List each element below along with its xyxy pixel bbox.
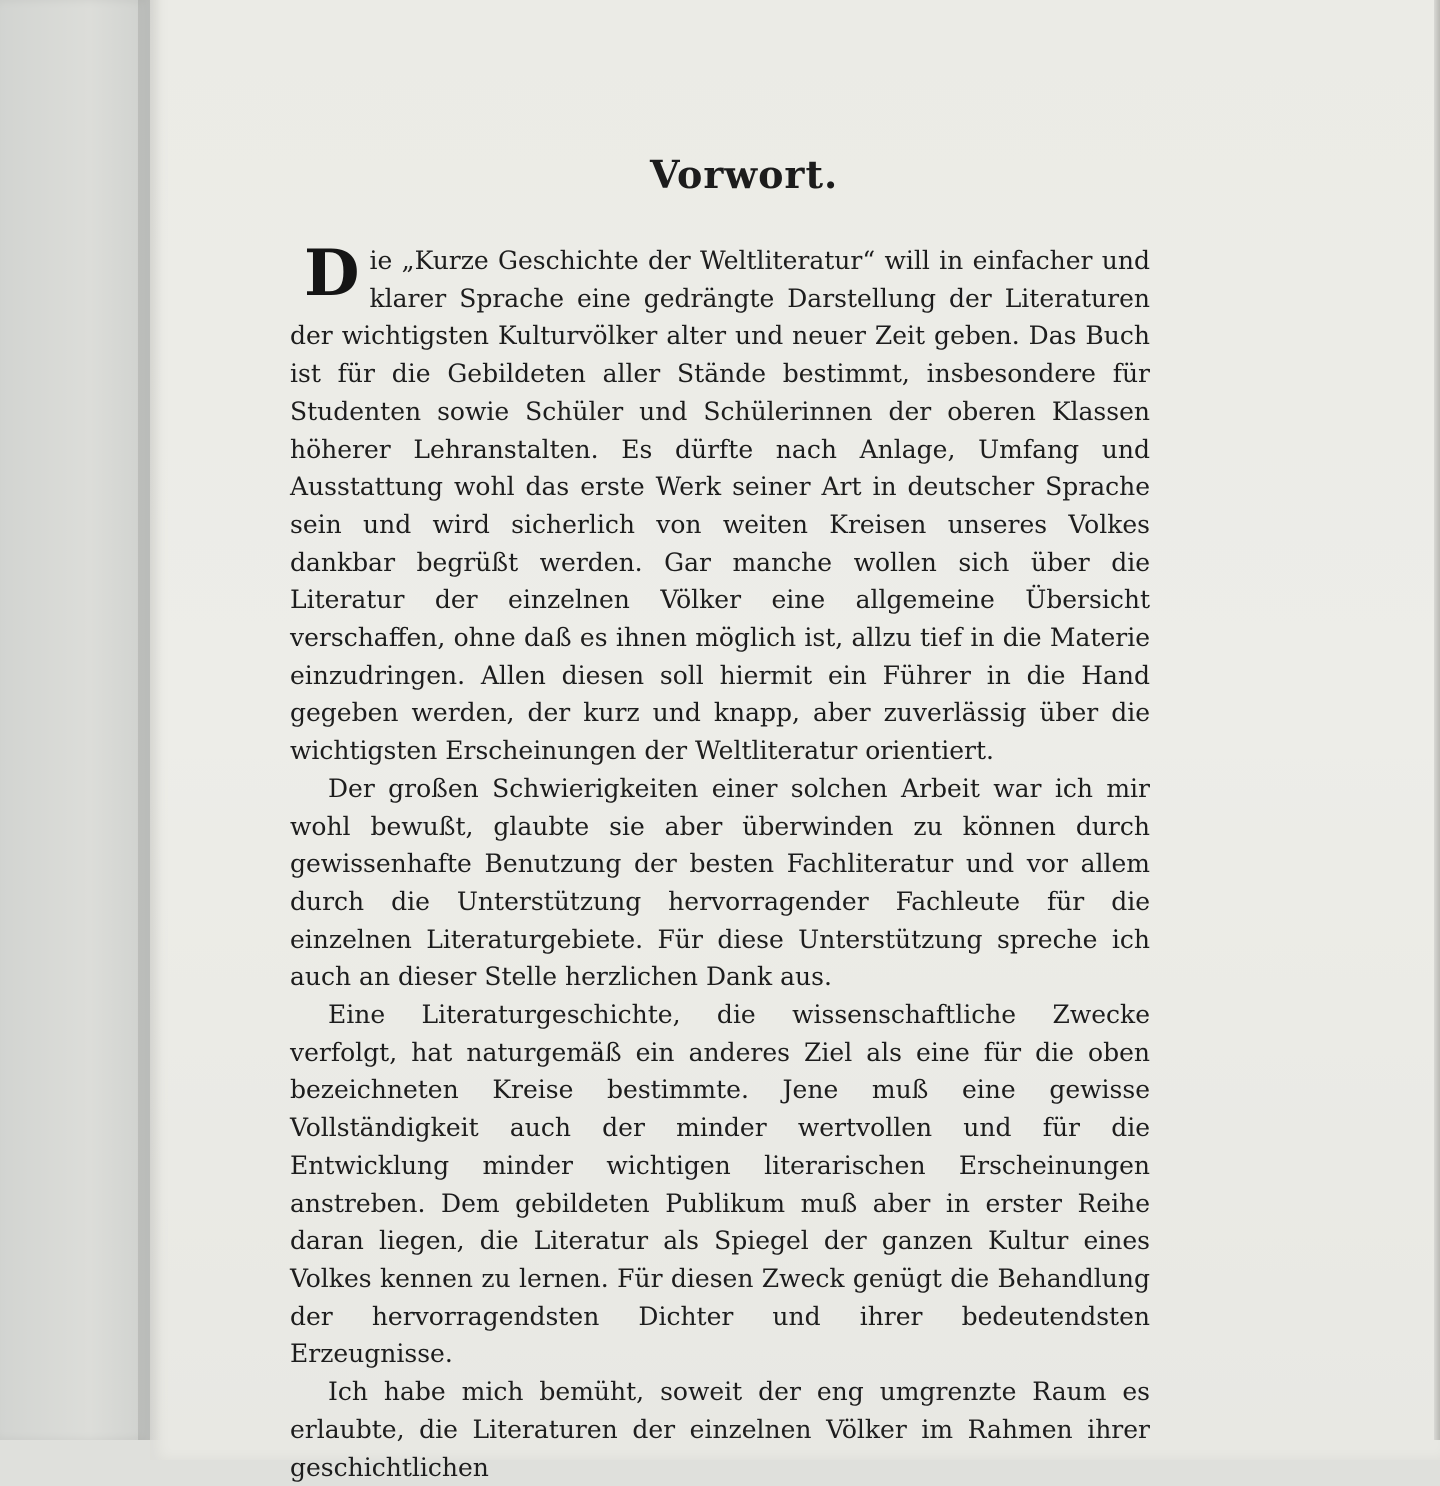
preface-body: [290, 236, 1150, 1486]
paragraph-4: Ich habe mich bemüht, soweit der eng umgrenzte Raum es erlaubte, die Literaturen der einzelnen Völker im Rahmen ihrer geschichtlichen: [290, 1377, 1150, 1482]
paragraph-3: Eine Literaturgeschichte, die wissenschaftliche Zwecke verfolgt, hat naturgemäß ein anderes Ziel als eine für die oben bezeichneten Kreise bestimmte. Jene muß eine gewisse Vollständigkeit auch der minder wertvollen und für die Entwicklung minder wichtigen literarischen Erscheinungen anstreben. Dem gebildeten Publikum muß aber in erster Reihe daran liegen, die Literatur als Spiegel der ganzen Kultur eines Volkes kennen zu lernen. Für diesen Zweck genügt die Behandlung der hervorragendsten Dichter und ihrer bedeutendsten Erzeugnisse.: [290, 1000, 1150, 1369]
paragraph-2: Der großen Schwierigkeiten einer solchen Arbeit war ich mir wohl bewußt, glaubte sie aber überwinden zu können durch gewissenhafte Benutzung der besten Fachliteratur und vor allem durch die Unterstützung hervorragender Fachleute für die einzelnen Literaturgebiete. Für diese Unterstützung spreche ich auch an dieser Stelle herzlichen Dank aus.: [290, 773, 1150, 992]
page-edge-right: [1434, 0, 1440, 1440]
paragraph-1: [290, 236, 1150, 770]
drop-cap: D: [304, 236, 360, 311]
facing-page-edge: [0, 0, 150, 1440]
spine-shadow: [138, 0, 162, 1440]
page-title: Vorwort.: [650, 152, 839, 197]
paragraph-1-text: ie „Kurze Geschichte der Weltliteratur“ will in einfacher und klarer Sprache eine gedrängte Darstellung der Literaturen der wichtigsten Kulturvölker alter und neuer Zeit geben. Das Buch ist für die Gebildeten aller Stände bestimmt, insbesondere für Studenten sowie Schüler und Schülerinnen der oberen Klassen höherer Lehranstalten. Es dürfte nach Anlage, Umfang und Ausstattung wohl das erste Werk seiner Art in deutscher Sprache sein und wird sicherlich von weiten Kreisen unseres Volkes dankbar begrüßt werden. Gar manche wollen sich über die Literatur der einzelnen Völker eine allgemeine Übersicht verschaffen, ohne daß es ihnen möglich ist, allzu tief in die Materie einzudringen. Allen diesen soll hiermit ein Führer in die Hand gegeben werden, der kurz und knapp, aber zuverlässig über die wichtigsten Erscheinungen der Weltliteratur orientiert.: [290, 246, 1150, 766]
